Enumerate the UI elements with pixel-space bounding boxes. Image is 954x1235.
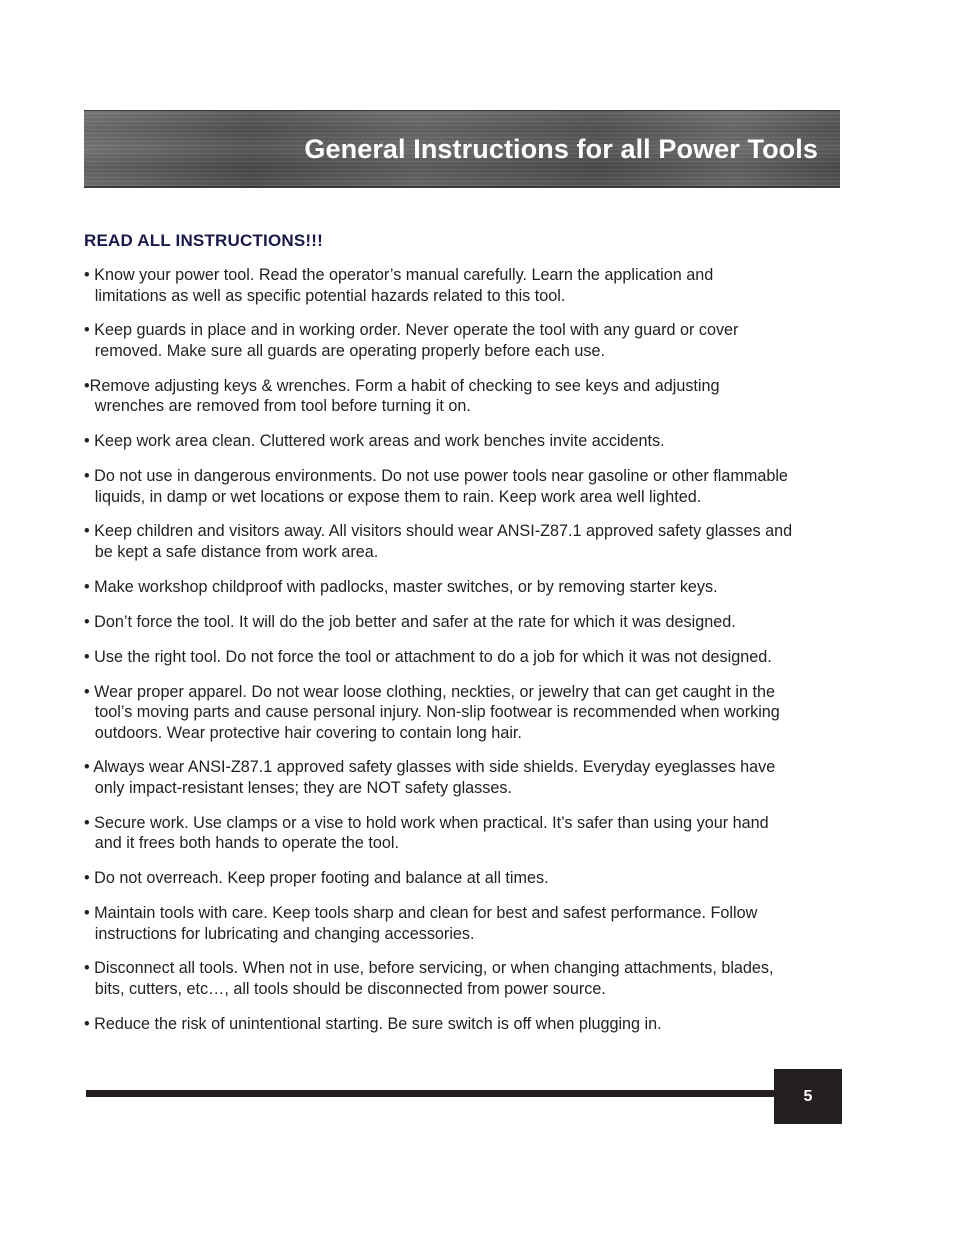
list-item: • Maintain tools with care. Keep tools sharp and clean for best and safest performance. Follow instructions for lubricating and changing accessories. bbox=[84, 904, 758, 943]
section-banner bbox=[84, 110, 840, 188]
page-number: 5 bbox=[774, 1069, 842, 1124]
list-item: • Secure work. Use clamps or a vise to hold work when practical. It’s safer than using your hand and it frees both hands to operate the tool. bbox=[84, 813, 769, 853]
list-item: • Keep children and visitors away. All visitors should wear ANSI-Z87.1 approved safety glasses and be kept a safe distance from work area. bbox=[84, 522, 793, 561]
list-item: • Use the right tool. Do not force the tool or attachment to do a job for which it was not designed. bbox=[84, 647, 772, 666]
list-item: • Know your power tool. Read the operator’s manual carefully. Learn the application and limitations as well as specific potential hazards related to this tool. bbox=[84, 266, 714, 305]
list-item: • Keep work area clean. Cluttered work areas and work benches invite accidents. bbox=[84, 432, 665, 451]
page-title: General Instructions for all Power Tools bbox=[304, 134, 818, 164]
list-item: • Keep guards in place and in working order. Never operate the tool with any guard or cover removed. Make sure all guards are operating properly before each use. bbox=[84, 321, 739, 360]
footer-rule bbox=[86, 1090, 776, 1097]
instruction-list bbox=[84, 265, 844, 1049]
list-item: • Always wear ANSI-Z87.1 approved safety glasses with side shields. Everyday eyeglasses have only impact-resistant lenses; they are NOT safety glasses. bbox=[84, 758, 776, 797]
list-item: • Reduce the risk of unintentional starting. Be sure switch is off when plugging in. bbox=[84, 1014, 662, 1033]
list-item: • Do not overreach. Keep proper footing and balance at all times. bbox=[84, 869, 549, 888]
list-item: •Remove adjusting keys & wrenches. Form a habit of checking to see keys and adjusting wrenches are removed from tool before turning it on. bbox=[84, 376, 720, 416]
list-item: • Make workshop childproof with padlocks, master switches, or by removing starter keys. bbox=[84, 577, 718, 596]
list-item: • Wear proper apparel. Do not wear loose clothing, neckties, or jewelry that can get caught in the tool’s moving parts and cause personal injury. Non-slip footwear is recommended when working outdoors. Wear protective hair covering to contain long hair. bbox=[84, 682, 780, 742]
list-item: • Do not use in dangerous environments. Do not use power tools near gasoline or other flammable liquids, in damp or wet locations or expose them to rain. Keep work area well lighted. bbox=[84, 467, 788, 506]
section-heading: READ ALL INSTRUCTIONS!!! bbox=[84, 231, 324, 250]
list-item: • Disconnect all tools. When not in use, before servicing, or when changing attachments, blades, bits, cutters, etc…, all tools should be disconnected from power source. bbox=[84, 959, 774, 998]
list-item: • Don’t force the tool. It will do the job better and safer at the rate for which it was designed. bbox=[84, 612, 736, 631]
